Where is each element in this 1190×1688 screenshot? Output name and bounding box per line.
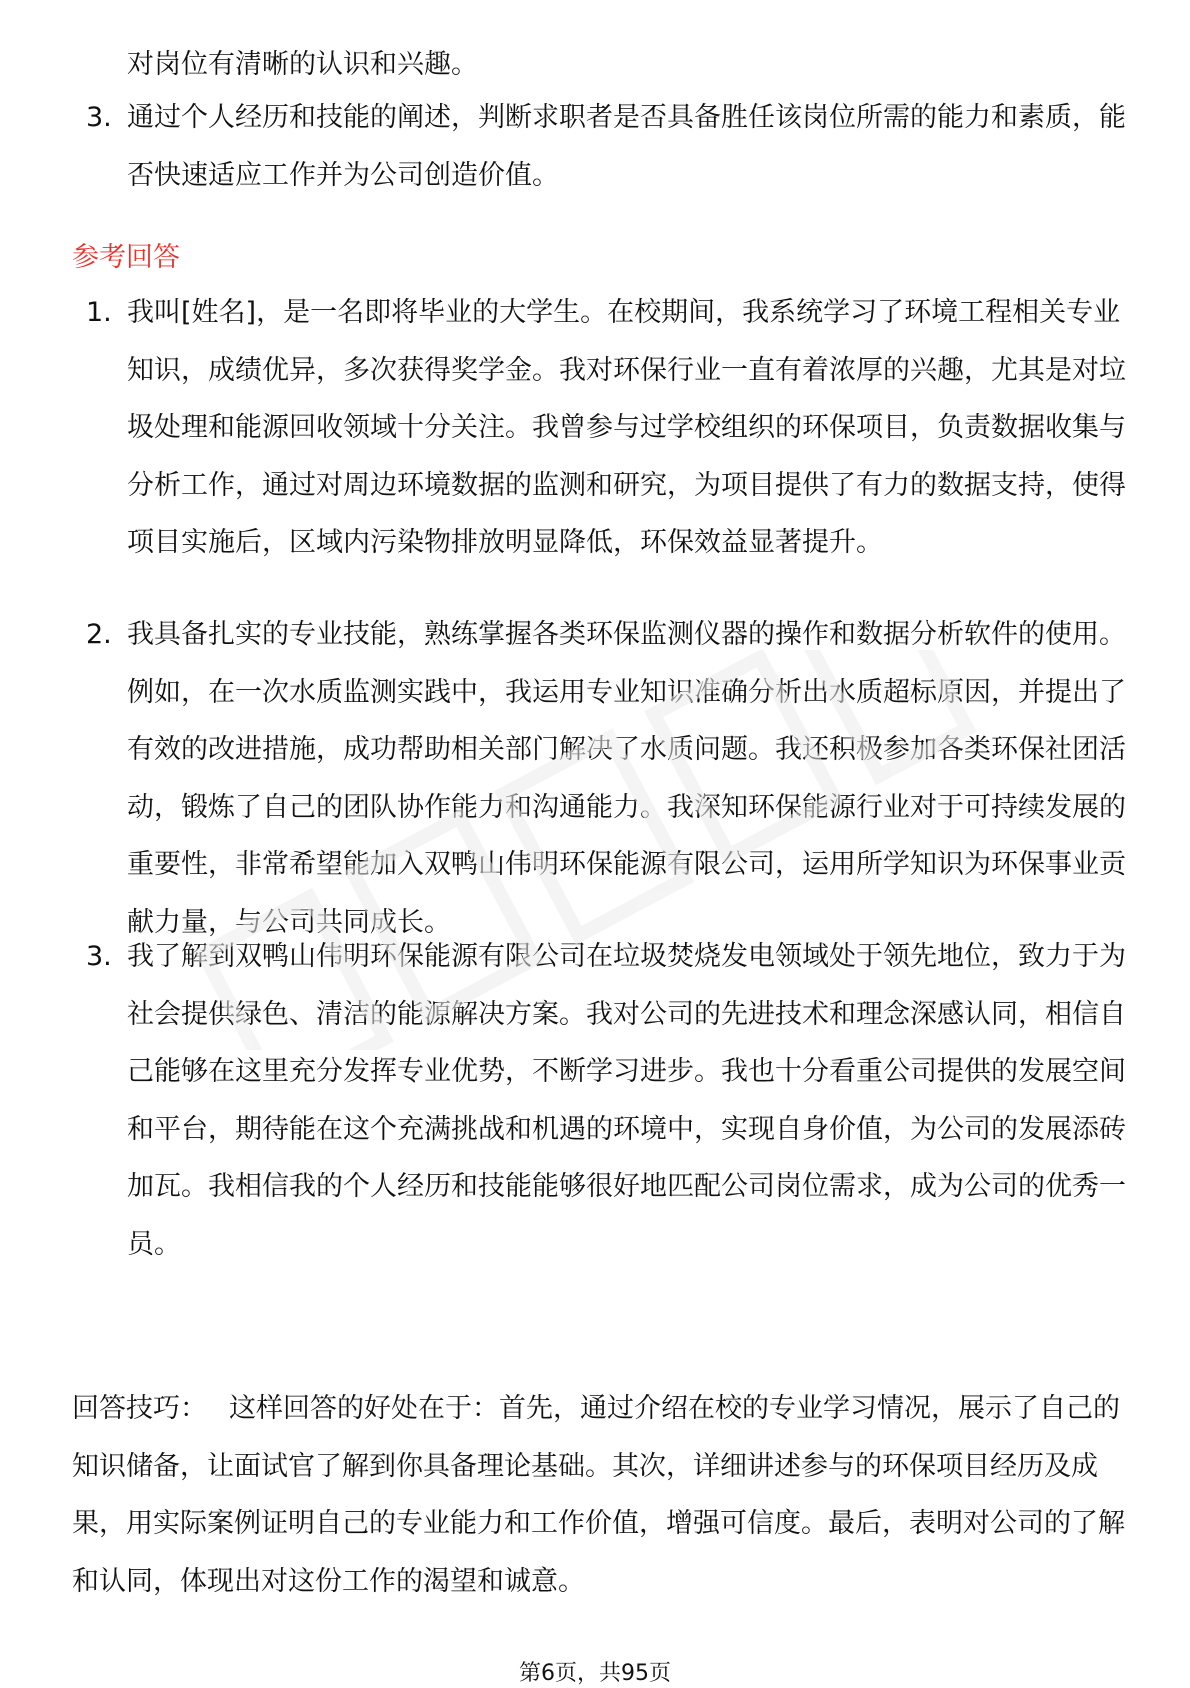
- tips-label: 回答技巧：: [72, 1393, 207, 1424]
- list-item-text: 我了解到双鸭山伟明环保能源有限公司在垃圾焚烧发电领域处于领先地位，致力于为社会提供绿色、清洁的能源解决方案。我对公司的先进技术和理念深感认同，相信自己能够在这里充分发挥专业优势，不断学习进步。我也十分看重公司提供的发展空间和平台，期待能在这个充满挑战和机遇的环境中，实现自身价值，为公司的发展添砖加瓦。我相信我的个人经历和技能能够很好地匹配公司岗位需求，成为公司的优秀一员。: [127, 941, 1126, 1260]
- list-item-text: 我叫[姓名]，是一名即将毕业的大学生。在校期间，我系统学习了环境工程相关专业知识，成绩优异，多次获得奖学金。我对环保行业一直有着浓厚的兴趣，尤其是对垃圾处理和能源回收领域十分关注。我曾参与过学校组织的环保项目，负责数据收集与分析工作，通过对周边环境数据的监测和研究，为项目提供了有力的数据支持，使得项目实施后，区域内污染物排放明显降低，环保效益显著提升。: [127, 297, 1126, 558]
- page-number: 第6页，共95页: [519, 1661, 671, 1686]
- tips-text: 这样回答的好处在于：首先，通过介绍在校的专业学习情况，展示了自己的知识储备，让面试官了解到你具备理论基础。其次，详细讲述参与的环保项目经历及成果，用实际案例证明自己的专业能力和工作价值，增强可信度。最后，表明对公司的了解和认同，体现出对这份工作的渴望和诚意。: [72, 1393, 1125, 1597]
- list-number: 3.: [86, 102, 112, 133]
- section-heading: 参考回答: [72, 242, 180, 273]
- list-number: 1.: [86, 297, 112, 328]
- list-number: 3.: [86, 941, 112, 972]
- list-item-text: 通过个人经历和技能的阐述，判断求职者是否具备胜任该岗位所需的能力和素质，能否快速适应工作并为公司创造价值。: [127, 102, 1126, 191]
- answer-item-1: [86, 284, 1126, 572]
- answer-item-2: [86, 606, 1126, 951]
- question-purpose-item-3: [86, 89, 1126, 204]
- list-item-text: 我具备扎实的专业技能，熟练掌握各类环保监测仪器的操作和数据分析软件的使用。例如，在一次水质监测实践中，我运用专业知识准确分析出水质超标原因，并提出了有效的改进措施，成功帮助相关部门解决了水质问题。我还积极参加各类环保社团活动，锻炼了自己的团队协作能力和沟通能力。我深知环保能源行业对于可持续发展的重要性，非常希望能加入双鸭山伟明环保能源有限公司，运用所学知识为环保事业贡献力量，与公司共同成长。: [127, 619, 1126, 938]
- list-number: 2.: [86, 619, 112, 650]
- previous-item-continuation: 对岗位有清晰的认识和兴趣。: [127, 49, 478, 80]
- answer-tips: [72, 1380, 1127, 1610]
- answer-item-3: [86, 928, 1126, 1273]
